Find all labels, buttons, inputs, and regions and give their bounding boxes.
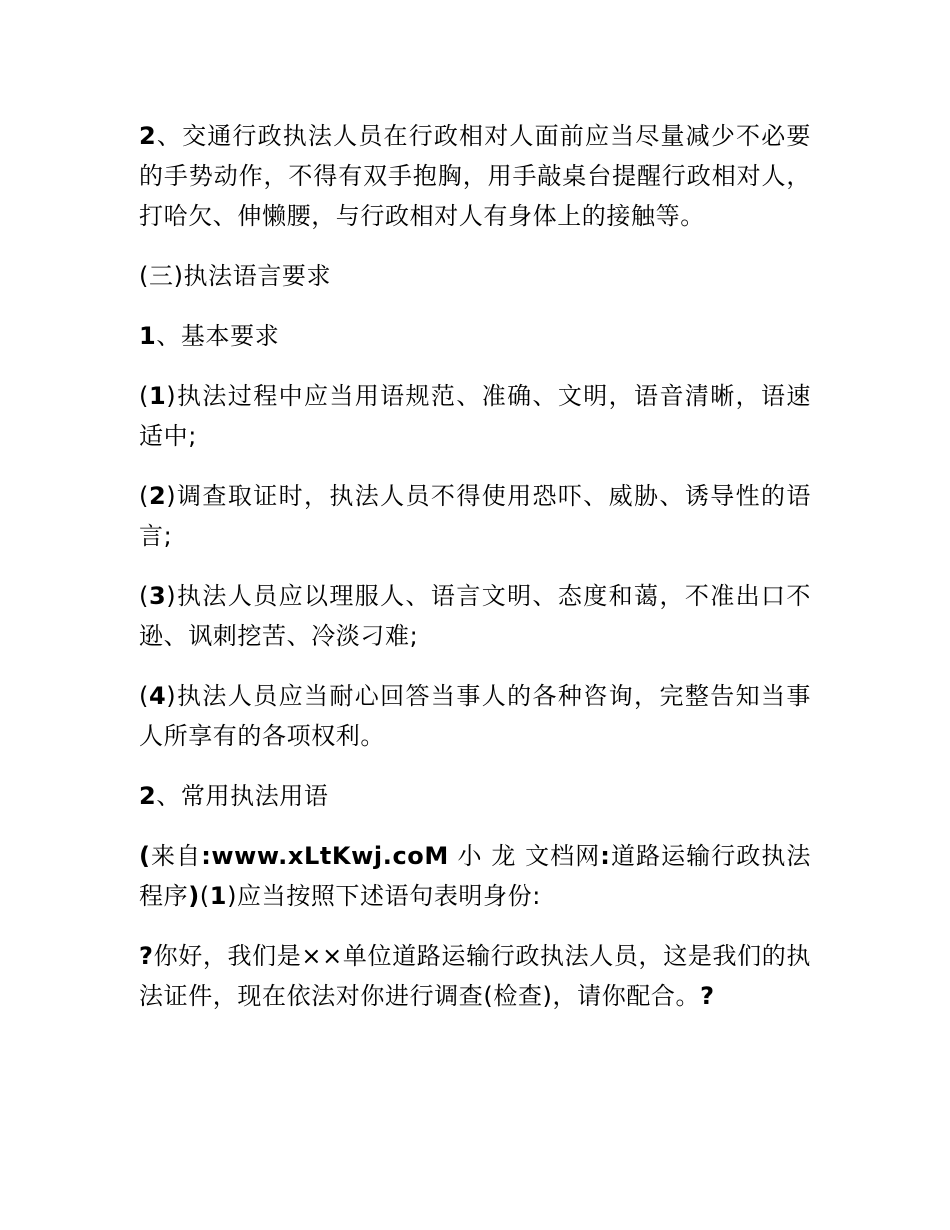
paragraph-text: 、交通行政执法人员在行政相对人面前应当尽量减少不必要的手势动作，不得有双手抱胸，用手敲桌台提醒行政相对人，打哈欠、伸懒腰，与行政相对人有身体上的接触等。 [139, 122, 811, 230]
paren-open: ( [139, 582, 149, 610]
paragraph-gesture-rule [139, 116, 811, 236]
source-label: 来自 [150, 842, 202, 870]
item-number: 2 [148, 482, 167, 510]
heading-text: (三)执法语言要求 [139, 262, 332, 290]
requirement-item-3 [139, 576, 811, 656]
subheading-basic-requirements [139, 316, 811, 356]
quote-mark-close: ? [700, 982, 715, 1010]
source-title: 道路运输行政执法程序 [139, 842, 812, 910]
item-text: )执法人员应当耐心回答当事人的各种咨询，完整告知当事人所享有的各项权利。 [139, 682, 811, 750]
paren-open: ( [139, 682, 149, 710]
source-paren-close: ) [188, 882, 200, 910]
quote-text: 你好，我们是××单位道路运输行政执法人员，这是我们的执法证件，现在依法对你进行调查(检查)，请你配合。 [139, 942, 811, 1010]
paren-open: ( [199, 882, 210, 910]
identity-statement-quote [139, 936, 811, 1016]
item-text: )执法人员应以理服人、语言文明、态度和蔼，不准出口不逊、讽刺挖苦、冷淡刁难; [139, 582, 811, 650]
document-page [139, 116, 811, 1036]
subheading-text: 、常用执法用语 [156, 782, 329, 810]
quote-mark-open: ? [139, 942, 154, 970]
item-number: 1 [209, 882, 228, 910]
item-number: 1 [148, 382, 167, 410]
item-number: 4 [148, 682, 167, 710]
item-number: 1 [139, 322, 157, 350]
source-colon: : [600, 842, 611, 870]
source-colon: : [201, 842, 212, 870]
requirement-item-1 [139, 376, 811, 456]
item-number: 2 [139, 782, 157, 810]
requirement-item-4 [139, 676, 811, 756]
requirement-item-2 [139, 476, 811, 556]
section-heading-language [139, 256, 811, 296]
item-number: 2 [139, 122, 157, 150]
item-number: 3 [148, 582, 167, 610]
source-site-name: 小 龙 文档网 [448, 842, 601, 870]
item-text: )调查取证时，执法人员不得使用恐吓、威胁、诱导性的语言; [139, 482, 811, 550]
subheading-text: 、基本要求 [156, 322, 280, 350]
source-note-paragraph [139, 836, 811, 916]
subheading-common-phrases [139, 776, 811, 816]
source-site: www.xLtKwj.coM [211, 842, 449, 870]
item-text: )应当按照下述语句表明身份: [227, 882, 541, 910]
paren-open: ( [139, 382, 149, 410]
source-paren-open: ( [139, 842, 151, 870]
paren-open: ( [139, 482, 149, 510]
item-text: )执法过程中应当用语规范、准确、文明，语音清晰，语速适中; [139, 382, 811, 450]
